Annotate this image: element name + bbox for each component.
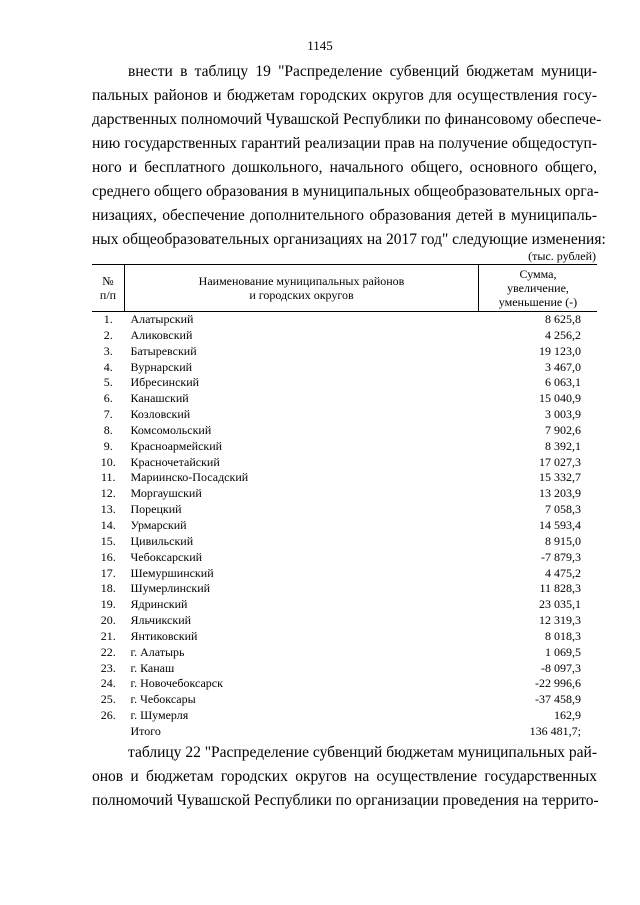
district-name: Ядринский [130, 597, 188, 612]
district-name: г. Чебоксары [130, 692, 196, 707]
district-name: Урмарский [130, 517, 187, 532]
row-number: 17. [100, 565, 116, 580]
amount: -22 996,6 [535, 676, 581, 691]
outro-paragraph [92, 741, 597, 813]
table-row [92, 597, 597, 613]
district-name: г. Канаш [130, 660, 175, 675]
row-number: 7. [103, 407, 113, 422]
intro-line: низациях, обеспечение дополнительного образования детей в муниципаль- [92, 207, 597, 224]
district-name: Цивильский [130, 533, 194, 548]
table-row [92, 708, 597, 724]
district-name: Аликовский [130, 327, 193, 342]
row-number: 23. [100, 660, 116, 675]
row-number: 6. [103, 391, 113, 406]
district-name: Шемуршинский [130, 565, 214, 580]
table-row [92, 534, 597, 550]
district-name: г. Новочебоксарск [130, 676, 223, 691]
district-name: Янтиковский [130, 628, 198, 643]
intro-paragraph [92, 60, 606, 252]
intro-line: ных общеобразовательных организациях на 2017 год" следующие изменения: [92, 231, 606, 248]
intro-line: дарственных полномочий Чувашской Республики по финансовому обеспече- [92, 111, 602, 128]
amount: 8 915,0 [545, 533, 581, 548]
table-header-row [92, 265, 597, 312]
row-number: 8. [103, 422, 113, 437]
amount: 3 467,0 [545, 359, 581, 374]
table-row [92, 439, 597, 455]
total-label: Итого [130, 723, 161, 738]
table-row [92, 375, 597, 391]
amount: 7 058,3 [545, 502, 581, 517]
table-row [92, 486, 597, 502]
district-name: Канашский [130, 391, 189, 406]
row-number: 20. [100, 613, 116, 628]
amount: 14 593,4 [539, 517, 581, 532]
total-value: 136 481,7; [529, 723, 581, 738]
district-name: Яльчикский [130, 613, 192, 628]
header-sum: Сумма, увеличение, уменьшение (-) [479, 265, 598, 312]
table-row [92, 645, 597, 661]
district-name: г. Алатырь [130, 644, 185, 659]
row-number: 2. [103, 327, 113, 342]
amount: -8 097,3 [541, 660, 581, 675]
district-name: Шумерлинский [130, 581, 211, 596]
row-number: 22. [100, 644, 116, 659]
amount: 1 069,5 [545, 644, 581, 659]
amount: 11 828,3 [539, 581, 581, 596]
district-name: Порецкий [130, 502, 182, 517]
row-number: 26. [100, 708, 116, 723]
row-number: 16. [100, 549, 116, 564]
amount: 7 902,6 [545, 422, 581, 437]
total-row [92, 724, 597, 740]
row-number: 24. [100, 676, 116, 691]
table-row [92, 629, 597, 645]
amount: 13 203,9 [539, 486, 581, 501]
district-name: Мариинско-Посадский [130, 470, 249, 485]
row-number: 1. [103, 312, 113, 326]
table-row [92, 692, 597, 708]
row-number: 21. [100, 628, 116, 643]
row-number: 14. [100, 517, 116, 532]
district-name: Козловский [130, 407, 191, 422]
header-num: № п/п [92, 265, 125, 312]
row-number: 11. [100, 470, 116, 485]
district-name: Ибресинский [130, 375, 200, 390]
outro-line: полномочий Чувашской Республики по организации проведения на террито- [92, 792, 599, 809]
table-row [92, 470, 597, 486]
district-name: Моргаушский [130, 486, 202, 501]
table-row [92, 550, 597, 566]
row-number: 4. [103, 359, 113, 374]
row-number: 15. [100, 533, 116, 548]
amount: 12 319,3 [539, 613, 581, 628]
amount: 17 027,3 [539, 454, 581, 469]
table-row [92, 661, 597, 677]
outro-line: онов и бюджетам городских округов на осуществление государственных [92, 768, 597, 785]
table-row [92, 312, 597, 328]
table-row [92, 455, 597, 471]
intro-line: пальных районов и бюджетам городских округов для осуществления госу- [92, 87, 597, 104]
amount: 8 625,8 [545, 312, 581, 326]
table-row [92, 581, 597, 597]
outro-line: таблицу 22 "Распределение субвенций бюджетам муниципальных рай- [128, 744, 597, 761]
page-number: 1145 [307, 38, 333, 53]
table-row [92, 566, 597, 582]
amount: 4 256,2 [545, 327, 581, 342]
amount: 15 040,9 [539, 391, 581, 406]
amount: 4 475,2 [545, 565, 581, 580]
district-name: Красноармейский [130, 438, 223, 453]
district-name: Красночетайский [130, 454, 220, 469]
district-name: г. Шумерля [130, 708, 189, 723]
intro-line: внести в таблицу 19 "Распределение субвенций бюджетам муници- [128, 63, 597, 80]
amount: 23 035,1 [539, 597, 581, 612]
amount: 8 018,3 [545, 628, 581, 643]
amount: 19 123,0 [539, 343, 581, 358]
amount: 8 392,1 [545, 438, 581, 453]
table-body [92, 312, 597, 740]
table-row [92, 518, 597, 534]
amount: 15 332,7 [539, 470, 581, 485]
row-number: 19. [100, 597, 116, 612]
row-number: 9. [103, 438, 113, 453]
table-row [92, 360, 597, 376]
district-name: Алатырский [130, 312, 194, 326]
row-number: 3. [103, 343, 113, 358]
table-row [92, 613, 597, 629]
units-label: (тыс. рублей) [528, 249, 596, 263]
table-row [92, 676, 597, 692]
table-row [92, 502, 597, 518]
intro-line: нию государственных гарантий реализации прав на получение общедоступ- [92, 135, 597, 152]
amount: 6 063,1 [545, 375, 581, 390]
district-name: Батыревский [130, 343, 197, 358]
district-name: Комсомольский [130, 422, 212, 437]
table-row [92, 423, 597, 439]
intro-line: среднего общего образования в муниципальных общеобразовательных орга- [92, 183, 599, 200]
row-number: 25. [100, 692, 116, 707]
amount: -7 879,3 [541, 549, 581, 564]
table-row [92, 344, 597, 360]
table-row [92, 391, 597, 407]
table-row [92, 407, 597, 423]
row-number: 5. [103, 375, 113, 390]
row-number: 10. [100, 454, 116, 469]
subvention-table [92, 264, 597, 740]
row-number: 12. [100, 486, 116, 501]
row-number: 18. [100, 581, 116, 596]
header-name: Наименование муниципальных районов и городских округов [125, 265, 479, 312]
row-number: 13. [100, 502, 116, 517]
amount: 3 003,9 [545, 407, 581, 422]
district-name: Вурнарский [130, 359, 193, 374]
intro-line: ного и бесплатного дошкольного, начального общего, основного общего, [92, 159, 597, 176]
amount: 162,9 [554, 708, 581, 723]
table-row [92, 328, 597, 344]
amount: -37 458,9 [535, 692, 581, 707]
district-name: Чебоксарский [130, 549, 203, 564]
total-empty [92, 724, 125, 740]
